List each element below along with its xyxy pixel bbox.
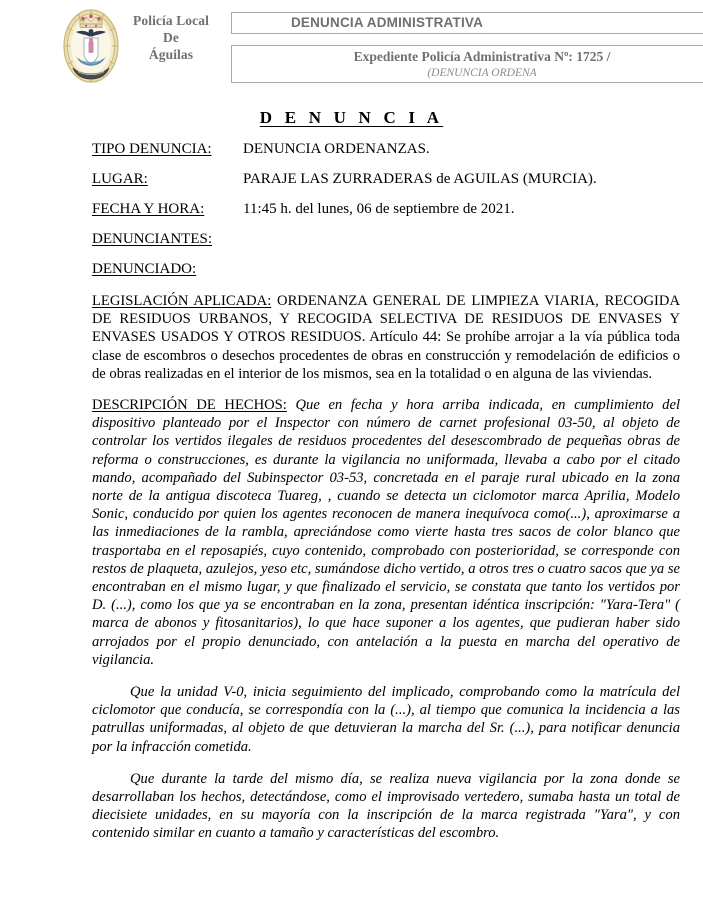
page-title: D E N U N C I A xyxy=(259,108,444,127)
field-label-text: DENUNCIADO: xyxy=(92,261,197,277)
field-value: 11:45 h. del lunes, 06 de septiembre de 2021. xyxy=(243,201,515,217)
field-label xyxy=(92,230,243,249)
field-row-denunciado xyxy=(92,260,680,279)
field-label-text: TIPO DENUNCIA: xyxy=(92,141,212,157)
document-body xyxy=(92,140,680,843)
header-title-text: DENUNCIA ADMINISTRATIVA xyxy=(290,15,484,30)
field-row-lugar xyxy=(92,170,680,189)
field-row-fecha-hora xyxy=(92,200,680,219)
field-label xyxy=(92,200,243,219)
field-label-text: LUGAR: xyxy=(92,171,148,187)
descripcion-text-1: Que en fecha y hora arriba indicada, en cumplimiento del dispositivo planteado por el Inspector con número de carnet profesional 03-50, al objeto de controlar los vertidos ilegales de residuos procedentes del desescombrado de pequeñas obras de reforma o construcciones, es durante la vigilancia no uniformada, llevaba a cabo por el citado mando, acompañado del Subinspector 03-53, concretada en el paraje rural ubicado en la zona norte de la antigua discoteca Tuareg, , cuando se detecta un ciclomotor marca Aprilia, Modelo Sonic, conducido por quien los agentes reconocen de manera inequívoca como(...), aproximarse a las inmediaciones de la rambla, apreciándose como vierte hasta tres sacos de color blanco que trasportaba en el reposapiés, cuyo contenido, comprobado con posterioridad, se corresponde con restos de plaqueta, azulejos, yeso etc, sumándose dicho vertido, a otros tres o cuatro sacos que ya se encontraban en el mismo lugar, y que finalizado el servicio, se constata que tanto los vertidos por D. (...), como los que ya se encontraban en la zona, presentan idéntica inscripción: "Yara-Tera" ( marca de abonos y fitosanitarios), lo que hace suponer a los agentes, que pudieran haber sido arrojados por el propio denunciado, con antelación a la puesta en marcha del operativo de vigilancia. xyxy=(92,397,681,668)
legislacion-text: ORDENANZA GENERAL DE LIMPIEZA VIARIA, RECOGIDA DE RESIDUOS URBANOS, Y RECOGIDA SELECTIVA DE RESIDUOS DE ENVASES Y ENVASES USADOS Y OTROS RESIDUOS. Artículo 44: Se prohíbe arrojar a la vía pública toda clase de escombros o desechos procedentes de obras en construcción y remodelación de edificios o de obras realizadas en el interior de los mismos, sea en la totalidad o en alguna de las viviendas. xyxy=(92,293,680,382)
field-label-text: FECHA Y HORA: xyxy=(92,201,205,217)
expediente-number: Expediente Policía Administrativa Nº: 1725 / xyxy=(353,49,611,64)
field-value: PARAJE LAS ZURRADERAS de AGUILAS (MURCIA). xyxy=(243,171,597,187)
field-row-denunciantes xyxy=(92,230,680,249)
field-label xyxy=(92,140,243,159)
field-row-tipo-denuncia xyxy=(92,140,680,159)
document-header xyxy=(0,0,703,92)
header-title-box xyxy=(231,12,703,34)
police-badge-emblem xyxy=(62,6,120,86)
expediente-box xyxy=(231,45,703,83)
expediente-subtitle: (DENUNCIA ORDENA xyxy=(427,67,537,79)
corporation-name xyxy=(122,12,220,63)
corp-name-line-2: De xyxy=(163,30,179,45)
legislacion-label: LEGISLACIÓN APLICADA: xyxy=(92,293,272,309)
descripcion-paragraph-1 xyxy=(92,396,680,669)
field-value: DENUNCIA ORDENANZAS. xyxy=(243,141,430,157)
legislacion-paragraph xyxy=(92,292,680,383)
descripcion-label: DESCRIPCIÓN DE HECHOS: xyxy=(92,397,287,414)
descripcion-paragraph-3: Que durante la tarde del mismo día, se realiza nueva vigilancia por la zona donde se desarrollaban los hechos, detectándose, como el improvisado vertedero, sumaba hasta un total de diecisiete unidades, en su mayoría con la inscripción de la marca registrada "Yara", y con contenido similar en cuanto a tamaño y características del escombro. xyxy=(92,770,680,842)
field-label xyxy=(92,260,243,279)
corp-name-line-3: Águilas xyxy=(148,47,194,62)
corp-name-line-1: Policía Local xyxy=(133,13,209,28)
field-label xyxy=(92,170,243,189)
descripcion-paragraph-2: Que la unidad V-0, inicia seguimiento del implicado, comprobando como la matrícula del ciclomotor que conducía, se correspondía con la (...), al tiempo que comunica la incidencia a las patrullas uniformadas, al objeto de que detuvieran la marcha del Sr. (...), para notificar denuncia por la infracción cometida. xyxy=(92,684,680,755)
field-label-text: DENUNCIANTES: xyxy=(92,231,212,247)
